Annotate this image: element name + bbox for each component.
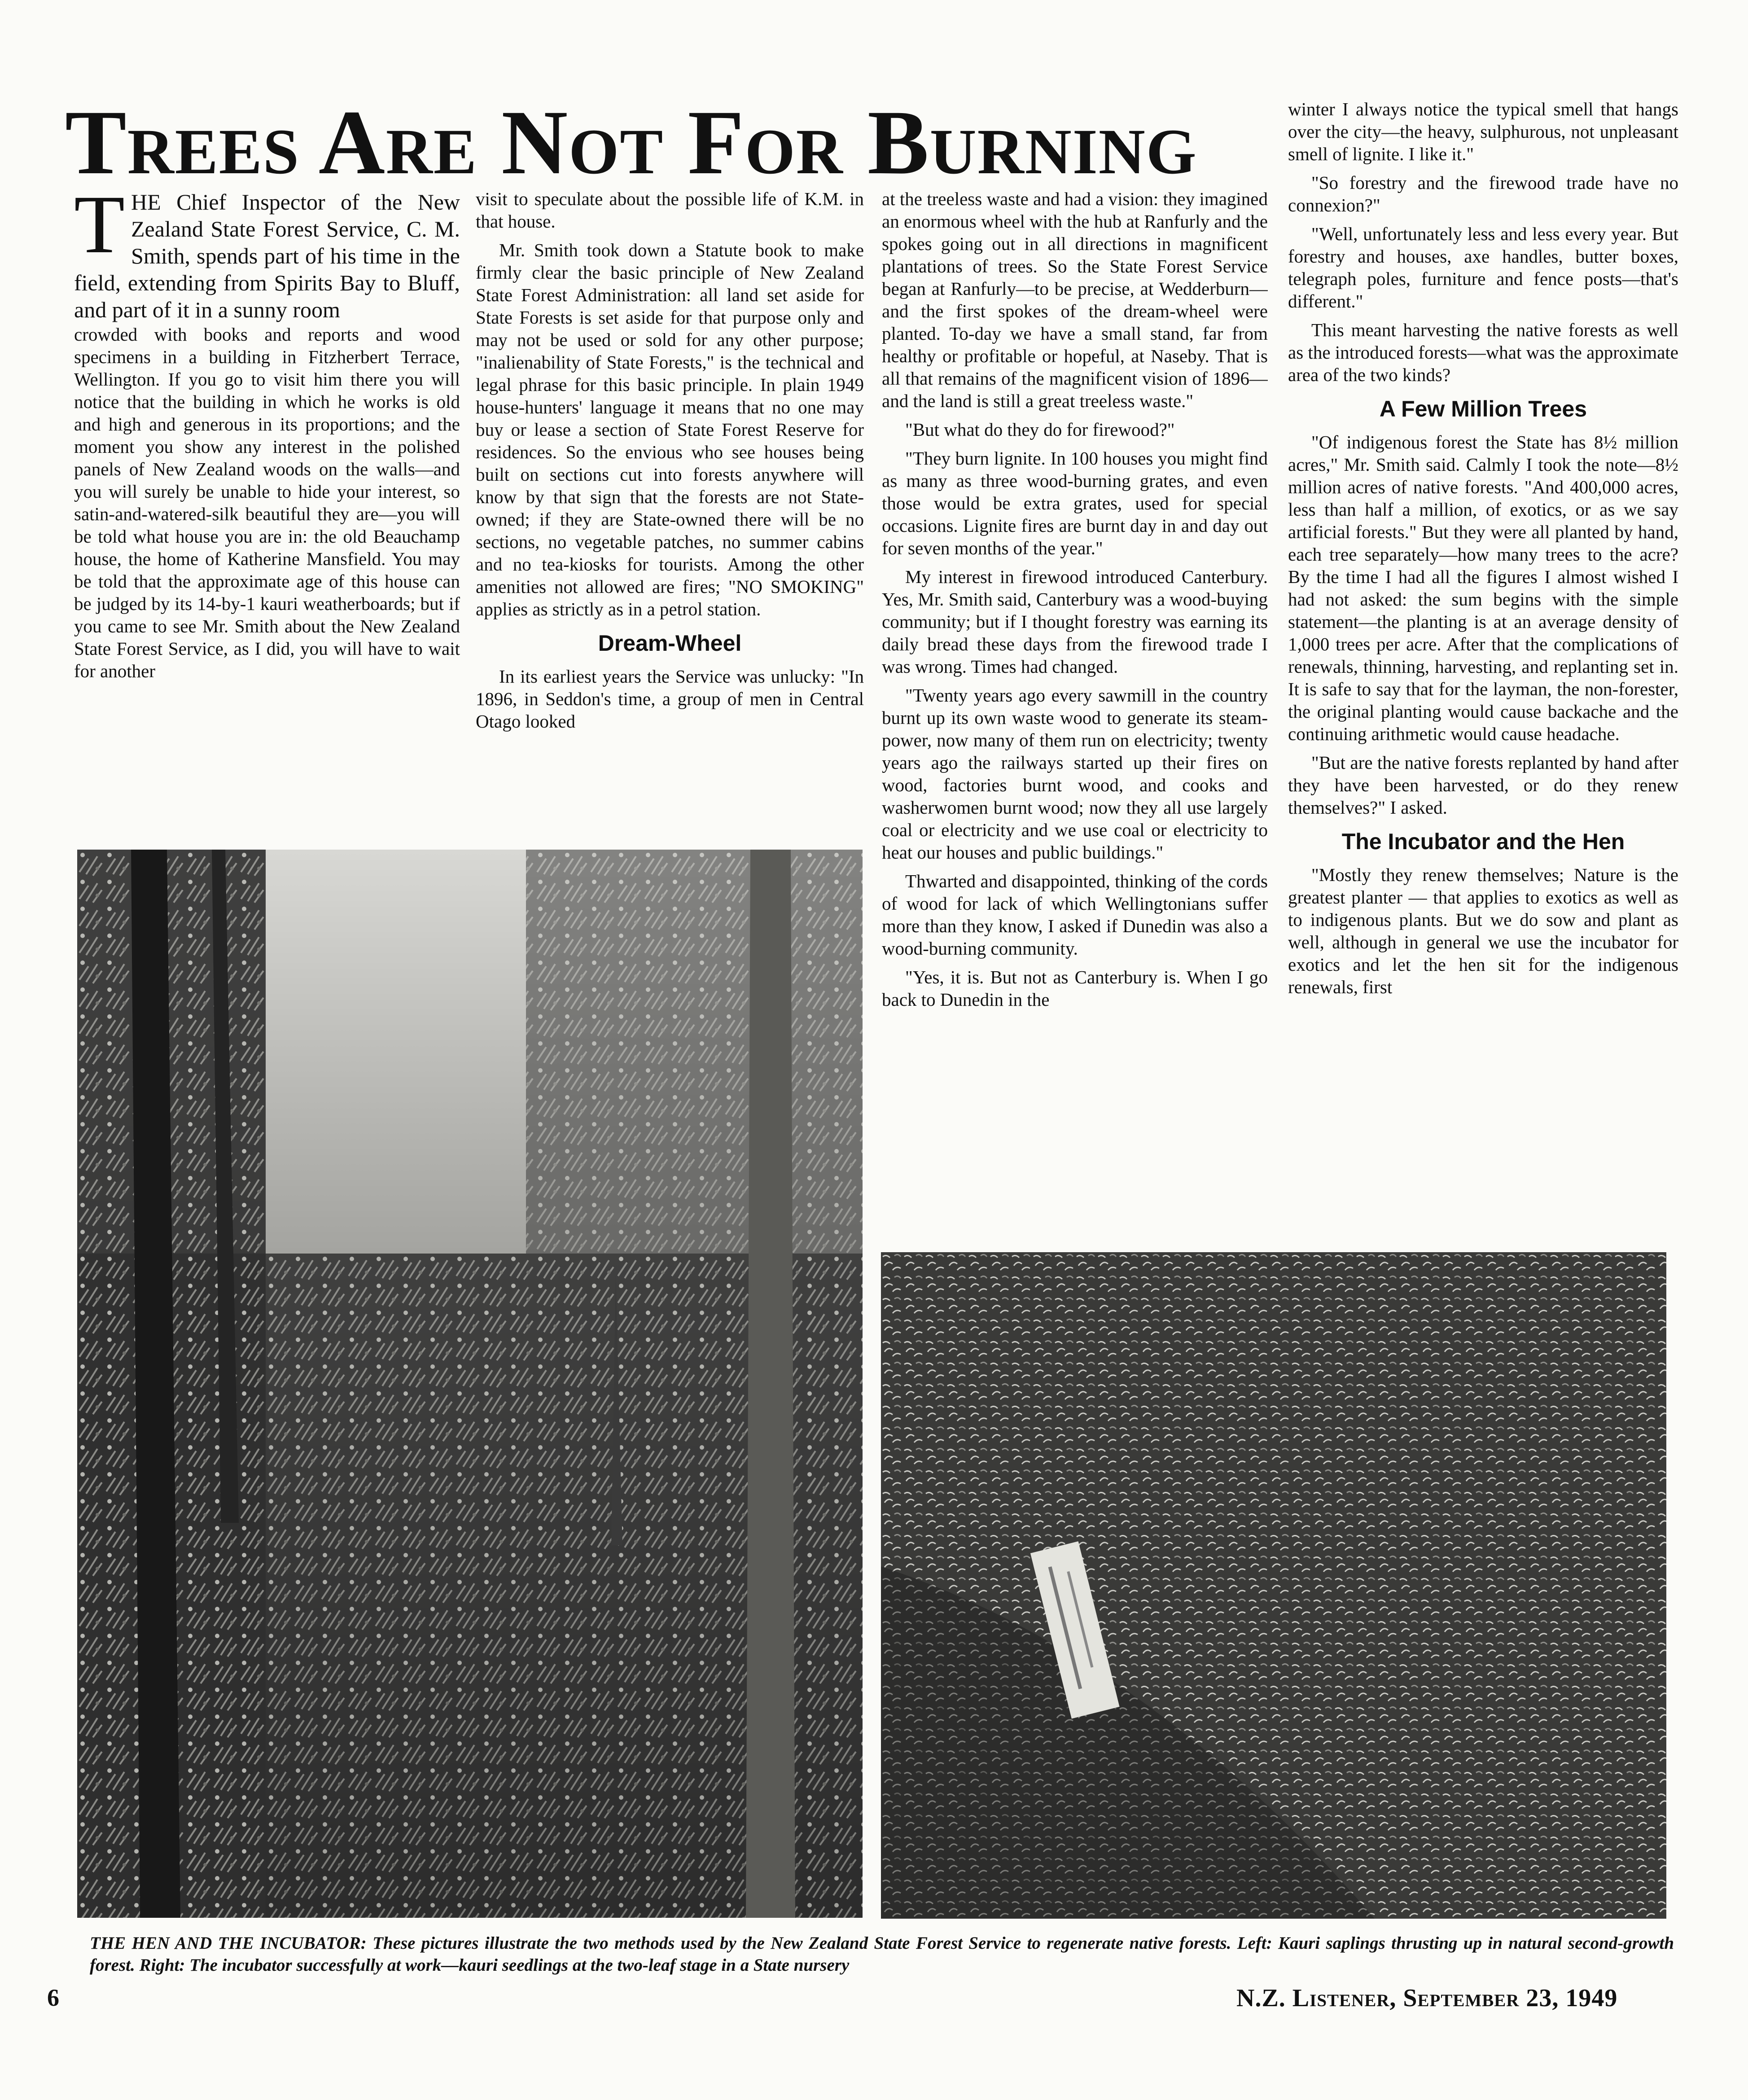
article-column-2 xyxy=(476,188,864,829)
subheading-dream-wheel: Dream-Wheel xyxy=(598,631,742,656)
body-paragraph: "So forestry and the firewood trade have no connexion?" xyxy=(1288,172,1678,215)
body-paragraph: In its earliest years the Service was unlucky: "In 1896, in Seddon's time, a group of men in Central Otago looked xyxy=(476,666,864,732)
body-paragraph: "But are the native forests replanted by hand after they have been harvested, or do they renew themselves?" I asked. xyxy=(1288,752,1678,818)
caption-lead: THE HEN AND THE INCUBATOR: xyxy=(90,1933,367,1953)
body-paragraph: Mr. Smith took down a Statute book to make firmly clear the basic principle of New Zealand State Forest Administration: all land set aside for State Forests is set aside for that purpose only and may not be used or sold for any other purpose; "inalienability of State Forests," is the technical and legal phrase for this basic principle. In plain 1949 house-hunters' language it means that no one may buy or lease a section of State Forest Reserve for residences. So the envious who see houses being built on sections cut into forests anywhere will know by that sign that the forests are not State-owned; if they are State-owned there will be no sections, no vegetable patches, no summer cabins and no tea-kiosks for tourists. Among the other amenities not allowed are fires; "NO SMOKING" applies as strictly as in a petrol station. xyxy=(476,240,864,619)
body-paragraph: at the treeless waste and had a vision: they imagined an enormous wheel with the hub at Ranfurly and the spokes going out in all directions in magnificent plantations of trees. So the State Forest Service began at Ranfurly—to be precise, at Wedderburn—and the first spokes of the dream-wheel were planted. To-day we have a small stand, far from healthy or profitable or hopeful, at Naseby. That is all that remains of the magnificent vision of 1896—and the land is still a great treeless waste." xyxy=(882,189,1268,411)
photo-caption xyxy=(90,1932,1674,1976)
article-column-1 xyxy=(74,189,460,830)
lede-paragraph xyxy=(74,189,460,323)
body-paragraph: My interest in firewood introduced Canterbury. Yes, Mr. Smith said, Canterbury was a wood-buying community; but if I thought forestry was earning its daily bread these days from the firewood trade I was wrong. Times had changed. xyxy=(882,566,1268,677)
subheading-incubator-and-hen: The Incubator and the Hen xyxy=(1341,829,1625,854)
body-paragraph: "Of indigenous forest the State has 8½ million acres," Mr. Smith said. Calmly I took the note—8½ million acres of native forests. "And 400,000 acres, less than half a million, of exotics, or as we say artificial forests." But they were all planted by hand, each tree separately—how many trees to the acre? By the time I had all the figures I almost wished I had not asked: the sum begins with the simple statement—the planting is at an average density of 1,000 trees per acre. After that the complications of renewals, thinning, harvesting, and replanting set in. It is safe to say that for the layman, the non-forester, the original planting would cause backache and the continuing arithmetic would cause headache. xyxy=(1288,432,1678,744)
article-headline: Trees Are Not For Burning xyxy=(65,92,1197,193)
article-column-3 xyxy=(882,188,1268,1236)
nursery-seedlings-photo xyxy=(881,1252,1666,1919)
publication-masthead: N.Z. Listener, September 23, 1949 xyxy=(1236,1984,1618,2012)
forest-saplings-photo xyxy=(77,850,863,1918)
body-paragraph: "Well, unfortunately less and less every year. But forestry and houses, axe handles, butter boxes, telegraph poles, furniture and fence posts—that's different." xyxy=(1288,224,1678,311)
body-paragraph: Thwarted and disappointed, thinking of the cords of wood for lack of which Wellingtonians suffer more than they know, I asked if Dunedin was also a wood-burning community. xyxy=(882,871,1268,959)
page-number: 6 xyxy=(47,1984,59,2011)
body-paragraph: "They burn lignite. In 100 houses you might find as many as three wood-burning grates, and even those would be extra grates, used for special occasions. Lignite fires are burnt day in and day out for seven months of the year." xyxy=(882,448,1268,558)
body-paragraph: "Mostly they renew themselves; Nature is the greatest planter — that applies to exotics as well as to indigenous plants. But we do sow and plant as well, although in general we use the incubator for exotics and let the hen sit for the indigenous renewals, first xyxy=(1288,864,1678,997)
body-paragraph: "Yes, it is. But not as Canterbury is. When I go back to Dunedin in the xyxy=(882,967,1268,1010)
body-paragraph: This meant harvesting the native forests as well as the introduced forests—what was the approximate area of the two kinds? xyxy=(1288,320,1678,385)
body-paragraph: "But what do they do for firewood?" xyxy=(905,419,1175,440)
article-column-4 xyxy=(1288,98,1678,1236)
body-paragraph: visit to speculate about the possible life of K.M. in that house. xyxy=(476,189,864,232)
body-paragraph: "Twenty years ago every sawmill in the country burnt up its own waste wood to generate its steam-power, now many of them run on electricity; twenty years ago the railways started up their fires on wood, factories burnt wood, and cooks and washerwomen burnt wood; now they all use largely coal or electricity and we use coal or electricity to heat our houses and public buildings." xyxy=(882,685,1268,863)
caption-text: These pictures illustrate the two methods used by the New Zealand State Forest Service to regenerate native forests. Left: Kauri saplings thrusting up in natural second-growth forest. Right: The incubator successfully at work—kauri seedlings at the two-leaf stage in a State nursery xyxy=(90,1933,1674,1975)
body-paragraph: winter I always notice the typical smell that hangs over the city—the heavy, sulphurous, not unpleasant smell of lignite. I like it." xyxy=(1288,99,1678,164)
drop-cap: T xyxy=(74,189,125,271)
subheading-few-million-trees: A Few Million Trees xyxy=(1379,396,1587,421)
lede-text: HE Chief Inspector of the New Zealand State Forest Service, C. M. Smith, spends part of his time in the field, extending from Spirits Bay to Bluff, and part of it in a sunny room xyxy=(74,189,460,322)
body-paragraph: crowded with books and reports and wood specimens in a building in Fitzherbert Terrace, Wellington. If you go to visit him there you will notice that the building in which he works is old and high and generous in its proportions; and the moment you show any interest in the polished panels of New Zealand woods on the walls—and you will surely be unable to hide your interest, so satin-and-watered-silk beautiful they are—you will be told what house you are in: the old Beauchamp house, the home of Katherine Mansfield. You may be told that the approximate age of this house can be judged by its 14-by-1 kauri weatherboards; but if you came to see Mr. Smith about the New Zealand State Forest Service, as I did, you will have to wait for another xyxy=(74,324,460,681)
